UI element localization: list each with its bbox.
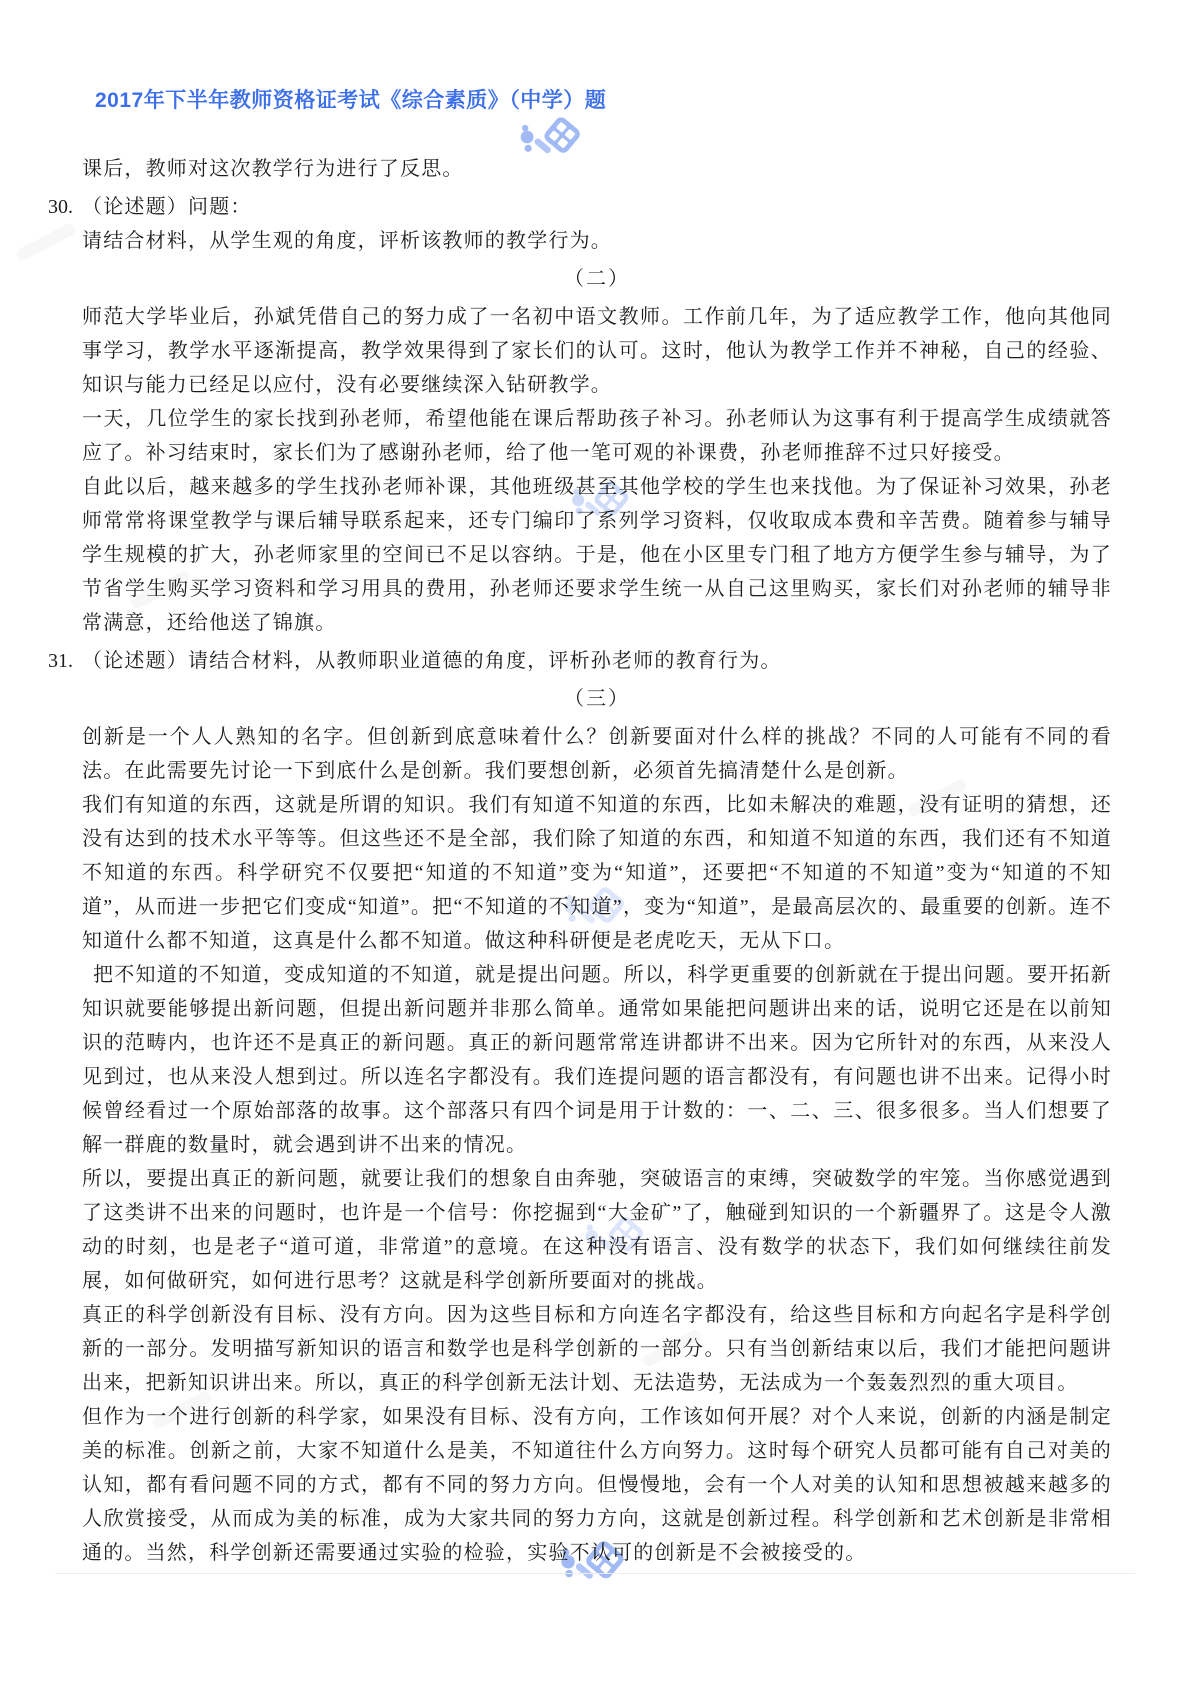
section-2-paragraph: 师范大学毕业后，孙斌凭借自己的努力成了一名初中语文教师。工作前几年，为了适应教学工作，他向其他同事学习，教学水平逐渐提高，教学效果得到了家长们的认可。这时，他认为教学工作并不神秘，自己的经验、知识与能力已经足以应付，没有必要继续深入钻研教学。 xyxy=(82,306,1112,396)
section-3-paragraph: 我们有知道的东西，这就是所谓的知识。我们有知道不知道的东西，比如未解决的难题，没有证明的猜想，还没有达到的技术水平等等。但这些还不是全部，我们除了知道的东西，和知道不知道的东西，我们还有不知道不知道的东西。科学研究不仅要把“知道的不知道”变为“知道”，还要把“不知道的不知道”变为“知道的不知道”，从而进一步把它们变成“知道”。把“不知道的不知道”，变为“知道”，是最高层次的、最重要的创新。连不知道什么都不知道，这真是什么都不知道。做这种科研便是老虎吃天，无从下口。 xyxy=(82,794,1112,952)
section-2-paragraph: 自此以后，越来越多的学生找孙老师补课，其他班级甚至其他学校的学生也来找他。为了保证补习效果，孙老师常常将课堂教学与课后辅导联系起来，还专门编印了系列学习资料，仅收取成本费和辛苦费。随着参与辅导学生规模的扩大，孙老师家里的空间已不足以容纳。于是，他在小区里专门租了地方方便学生参与辅导，为了节省学生购买学习资料和学习用具的费用，孙老师还要求学生统一从自己这里购买，家长们对孙老师的辅导非常满意，还给他送了锦旗。 xyxy=(82,476,1112,634)
question-30-number: 30. xyxy=(48,196,73,218)
page-title: 2017年下半年教师资格证考试《综合素质》（中学）题 xyxy=(95,89,607,112)
section-3-paragraph: 真正的科学创新没有目标、没有方向。因为这些目标和方向连名字都没有，给这些目标和方向起名字是科学创新的一部分。发明描写新知识的语言和数学也是科学创新的一部分。只有当创新结束以后，我们才能把问题讲出来，把新知识讲出来。所以，真正的科学创新无法计划、无法造势，无法成为一个轰轰烈烈的重大项目。 xyxy=(82,1304,1112,1394)
section-3-heading: （三） xyxy=(564,688,630,710)
question-30 xyxy=(48,190,1112,258)
footer-divider xyxy=(55,1573,1135,1574)
question-31 xyxy=(48,644,1112,678)
question-31-number: 31. xyxy=(48,650,73,672)
section-3-paragraph: 所以，要提出真正的新问题，就要让我们的想象自由奔驰，突破语言的束缚，突破数学的牢笼。当你感觉遇到了这类讲不出来的问题时，也许是一个信号：你挖掘到“大金矿”了，触碰到知识的一个新疆界了。这是令人激动的时刻，也是老子“道可道，非常道”的意境。在这种没有语言、没有数学的状态下，我们如何继续往前发展，如何做研究，如何进行思考？这就是科学创新所要面对的挑战。 xyxy=(82,1168,1112,1292)
intro-paragraph: 课后，教师对这次教学行为进行了反思。 xyxy=(82,158,464,180)
question-31-text: （论述题）请结合材料，从教师职业道德的角度，评析孙老师的教育行为。 xyxy=(82,650,782,672)
section-3-paragraph: 把不知道的不知道，变成知道的不知道，就是提出问题。所以，科学更重要的创新就在于提出问题。要开拓新知识就要能够提出新问题，但提出新问题并非那么简单。通常如果能把问题讲出来的话，说明它还是在以前知识的范畴内，也许还不是真正的新问题。真正的新问题常常连讲都讲不出来。因为它所针对的东西，从来没人见到过，也从来没人想到过。所以连名字都没有。我们连提问题的语言都没有，有问题也讲不出来。记得小时候曾经看过一个原始部落的故事。这个部落只有四个词是用于计数的：一、二、三、很多很多。当人们想要了解一群鹿的数量时，就会遇到讲不出来的情况。 xyxy=(82,964,1112,1156)
section-2-paragraph: 一天，几位学生的家长找到孙老师，希望他能在课后帮助孩子补习。孙老师认为这事有利于提高学生成绩就答应了。补习结束时，家长们为了感谢孙老师，给了他一笔可观的补课费，孙老师推辞不过只好接受。 xyxy=(82,408,1112,464)
question-30-text: 请结合材料，从学生观的角度，评析该教师的教学行为。 xyxy=(82,230,612,252)
document-body xyxy=(48,152,1112,1570)
section-3-paragraph: 创新是一个人人熟知的名字。但创新到底意味着什么？创新要面对什么样的挑战？不同的人可能有不同的看法。在此需要先讨论一下到底什么是创新。我们要想创新，必须首先搞清楚什么是创新。 xyxy=(82,726,1112,782)
section-3-paragraph: 但作为一个进行创新的科学家，如果没有目标、没有方向，工作该如何开展？对个人来说，创新的内涵是制定美的标准。创新之前，大家不知道什么是美，不知道往什么方向努力。这时每个研究人员都可能有自己对美的认知，都有看问题不同的方式，都有不同的努力方向。但慢慢地，会有一个人对美的认知和思想被越来越多的人欣赏接受，从而成为美的标准，成为大家共同的努力方向，这就是创新过程。科学创新和艺术创新是非常相通的。当然，科学创新还需要通过实验的检验，实验不认可的创新是不会被接受的。 xyxy=(82,1406,1112,1564)
question-30-type-label: （论述题）问题： xyxy=(82,196,252,218)
section-2-heading: （二） xyxy=(564,268,630,290)
